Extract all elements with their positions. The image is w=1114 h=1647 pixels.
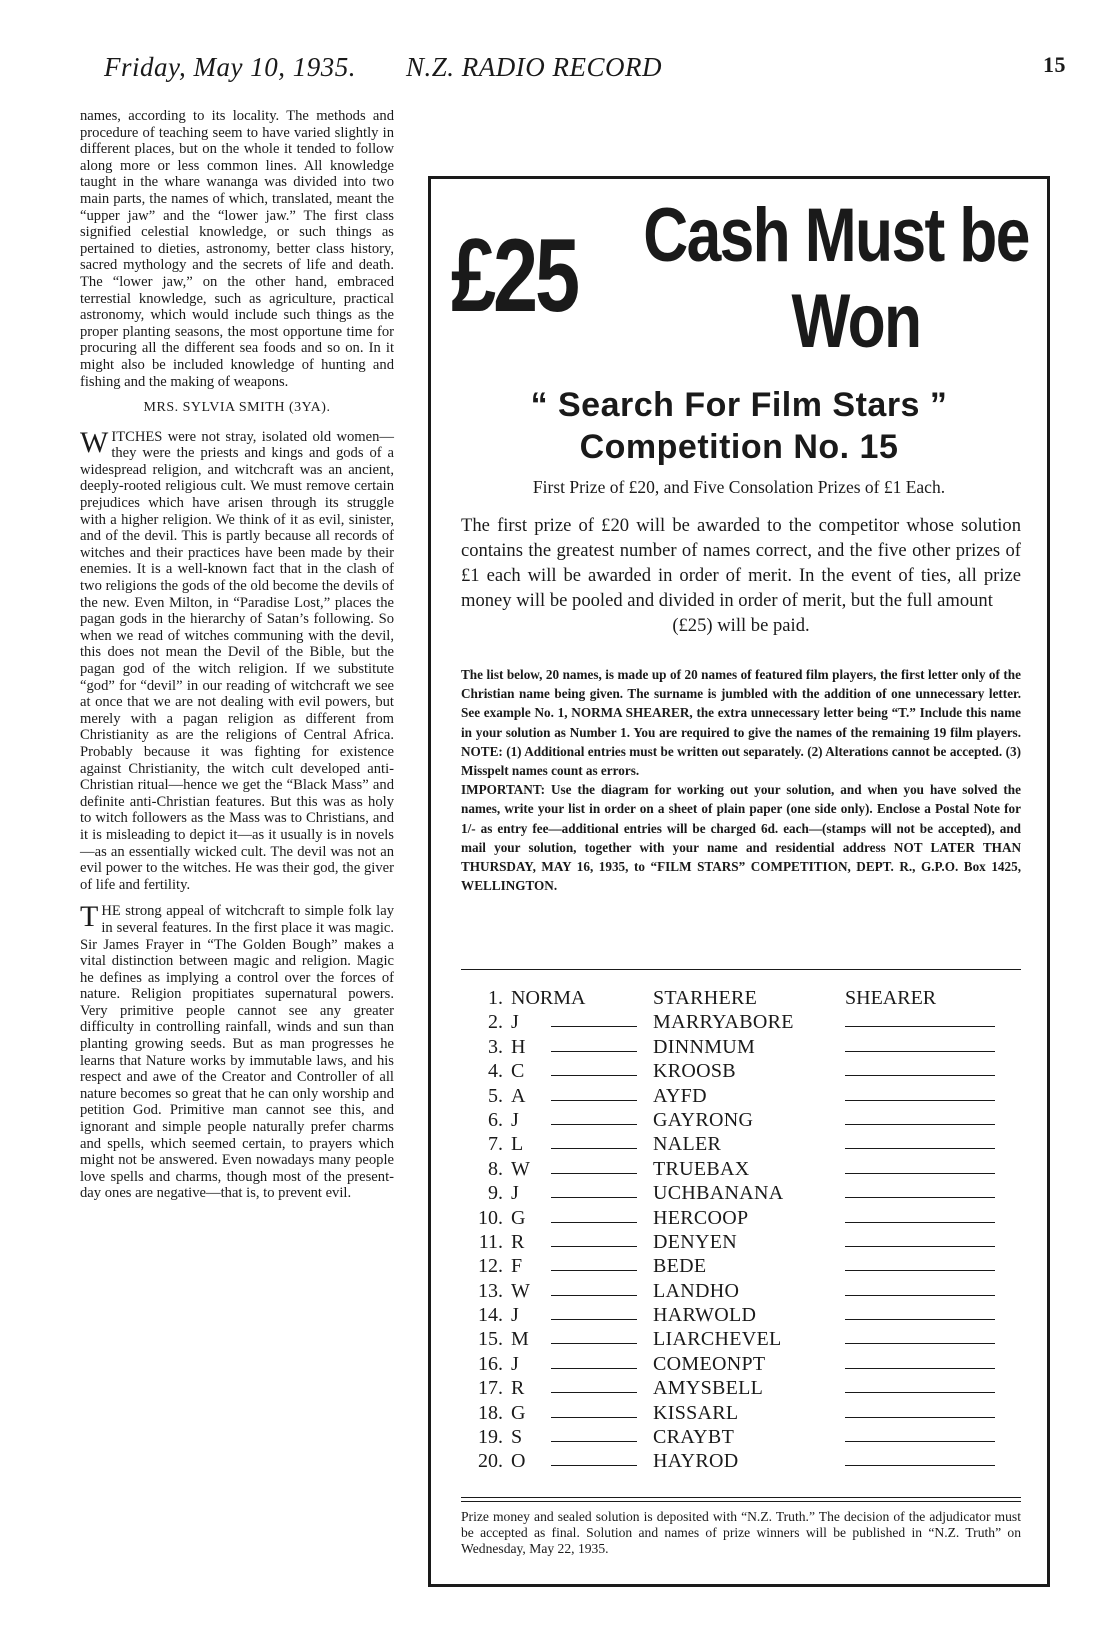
jumbled-surname: KROOSB	[653, 1060, 736, 1083]
jumbled-surname: HARWOLD	[653, 1304, 757, 1327]
first-name-initial: M	[511, 1328, 529, 1351]
jumbled-surname: NALER	[653, 1133, 722, 1156]
surname-blank	[845, 1295, 995, 1296]
list-number: 12.	[478, 1255, 503, 1278]
headline-line-2: Won	[791, 279, 921, 364]
jumbled-surname: DINNMUM	[653, 1035, 756, 1058]
page-header	[104, 52, 1066, 86]
surname-blank	[845, 1222, 995, 1223]
first-name-blank	[551, 1148, 637, 1149]
list-item	[467, 1280, 1027, 1304]
paragraph-2-text: ITCHES were not stray, isolated old women—they were the priests and kings and gods of a widespread religion, and witchcraft was an ancient, deeply-rooted religious cult. We must remove certain prejudices which have arisen through its struggle with a higher religion. We think of it as evil, sinister, and of the devil. This is partly because all records of witches and their practices have been made by their enemies. It is a well-known fact that in the clash of two religions the gods of the old become the devils of the new. Even Milton, in “Paradise Lost,” places the pagan gods in the hierarchy of Satan’s following. So when we read of witches communing with the devil, this does not mean the Devil of the Bible, but the pagan god of the witch religion. If we substitute “god” for “devil” in our reading of witchcraft we see at once that we are not dealing with evil powers, but merely with a pagan religion as different from Christianity as are the religions of Central Africa. Probably because it was fighting for existence against Christianity, the witch cult developed anti-Christian ritual—hence we get the “Black Mass” and definite anti-Christian features. But this was as holy to witch followers as the Mass was to Christians, and it is misleading to depict it—as it usually is in novels—as an essentially wicked cult. The devil was not an evil power to the witches. He was their god, the giver of life and fertility.	[80, 428, 394, 893]
list-number: 10.	[478, 1206, 503, 1229]
jumbled-surname: TRUEBAX	[653, 1157, 750, 1180]
first-name-initial: L	[511, 1133, 524, 1156]
surname-blank	[845, 1441, 995, 1442]
first-name-initial: R	[511, 1230, 525, 1253]
article-paragraph-1: names, according to its locality. The methods and procedure of teaching seem to have varied slightly in different places, but on the whole it tended to follow along more or less common lines. All knowledge taught in the whare wananga was divided into two main parts, the names of which, translated, meant the “upper jaw” and the “lower jaw.” The first class signified celestial knowledge, or such things as pertained to dieties, astronomy, better class history, sacred mythology and the secrets of life and death. The “lower jaw,” on the other hand, embraced terrestial knowledge, such as agriculture, practical astronomy, which would include such things as the proper planting seasons, the most opportune time for procuring all the different sea foods and so on. In it might also be included knowledge of hunting and fishing and the making of weapons.	[80, 108, 394, 390]
jumbled-surname: STARHERE	[653, 987, 758, 1009]
list-number: 2.	[488, 1011, 503, 1034]
paragraph-3-text: HE strong appeal of witchcraft to simple folk lay in several features. In the first place it was magic. Sir James Frayer in “The Golden Bough” makes a vital distinction between magic and religion. Magic he defines as implying a control over the forces of nature. Religion propitiates supernatural powers. Very primitive people cannot see any greater difficulty in controlling rainfall, winds and sun than planting growing seeds. But as man progresses he learns that Nature works by immutable laws, and his respect and awe of the Creator and Controller of all nature becomes so great that he can only worship and petition God. Primitive man cannot see this, and ignorant and simple people naturally prefer charms and spells, which seemed certain, to prayers which might not be answered. Even nowadays many people love spells and charms, though most of the present-day ones are negative—that is, to prevent evil.	[80, 903, 394, 1202]
article-paragraph-2	[80, 425, 394, 894]
first-name-blank	[551, 1100, 637, 1101]
competition-rules	[461, 665, 1021, 895]
list-item	[467, 1450, 1027, 1474]
first-name-initial: H	[511, 1035, 526, 1058]
prize-description	[461, 513, 1021, 638]
list-item	[467, 1060, 1027, 1084]
surname-blank	[845, 1319, 995, 1320]
footer-note: Prize money and sealed solution is deposited with “N.Z. Truth.” The decision of the adjudicator must be accepted as final. Solution and names of prize winners will be published in “N.Z. Truth” on Wednesday, May 22, 1935.	[461, 1509, 1021, 1556]
list-item	[467, 1109, 1027, 1133]
list-number: 17.	[478, 1377, 503, 1400]
competition-advertisement	[428, 176, 1050, 1587]
surname-blank	[845, 1417, 995, 1418]
first-name-initial: O	[511, 1450, 526, 1473]
first-name-initial: J	[511, 1011, 519, 1034]
jumbled-surname: KISSARL	[653, 1401, 739, 1424]
surname-blank	[845, 1368, 995, 1369]
first-name-blank	[551, 1075, 637, 1076]
list-number: 11.	[478, 1230, 503, 1253]
important-text: IMPORTANT: Use the diagram for working out your solution, and when you have solved the names, write your list in order on a sheet of plain paper (one side only). Enclose a Postal Note for 1/- as entry fee—additional entries will be charged 6d. each—(stamps will not be accepted), and mail your solution, together with your name and residential address NOT LATER THAN THURSDAY, MAY 16, 1935, to “FILM STARS” COMPETITION, DEPT. R., G.P.O. Box 1425, WELLINGTON.	[461, 782, 1021, 894]
first-name-blank	[551, 1368, 637, 1369]
list-item	[467, 1231, 1027, 1255]
list-item	[467, 1377, 1027, 1401]
list-number: 6.	[488, 1108, 503, 1131]
list-number: 15.	[478, 1328, 503, 1351]
list-item	[467, 1402, 1027, 1426]
list-item	[467, 1133, 1027, 1157]
list-item	[467, 1328, 1027, 1352]
headline-line-1: Cash Must be	[643, 193, 1029, 278]
first-name-blank	[551, 1392, 637, 1393]
list-item	[467, 1426, 1027, 1450]
prize-description-text: The first prize of £20 will be awarded to the competitor whose solution contains the greatest number of names correct, and the five other prizes of £1 each will be awarded in order of merit. In the event of ties, all prize money will be pooled and divided in order of merit, but the full amount	[461, 515, 1021, 611]
list-number: 14.	[478, 1304, 503, 1327]
first-name-initial: W	[511, 1157, 530, 1180]
list-item	[467, 1011, 1027, 1035]
list-number: 8.	[488, 1157, 503, 1180]
first-name-initial: J	[511, 1352, 519, 1375]
list-item	[467, 1182, 1027, 1206]
surname-blank	[845, 1246, 995, 1247]
surname-blank	[845, 1197, 995, 1198]
rules-text: The list below, 20 names, is made up of 20 names of featured film players, the first letter only of the Christian name being given. The surname is jumbled with the addition of one unnecessary letter. See example No. 1, NORMA SHEARER, the extra unnecessary letter being “T.” Include this name in your solution as Number 1. You are required to give the names of the remaining 19 film players. NOTE: (1) Additional entries must be written out separately. (2) Alterations cannot be accepted. (3) Misspelt names count as errors.	[461, 667, 1021, 779]
page-number: 15	[1043, 52, 1066, 77]
first-name-blank	[551, 1343, 637, 1344]
first-name-initial: G	[511, 1401, 526, 1424]
first-name-blank	[551, 1441, 637, 1442]
first-name-blank	[551, 1051, 637, 1052]
article-column	[80, 108, 394, 1212]
first-name-initial: F	[511, 1255, 523, 1278]
first-name-initial: W	[511, 1279, 530, 1302]
jumbled-surname: MARRYABORE	[653, 1011, 794, 1034]
surname-blank	[845, 1051, 995, 1052]
first-name-blank	[551, 1465, 637, 1466]
first-name-initial: A	[511, 1084, 526, 1107]
list-item	[467, 1353, 1027, 1377]
first-name-initial: NORMA	[511, 987, 586, 1009]
surname-blank	[845, 1148, 995, 1149]
surname-blank	[845, 1173, 995, 1174]
surname-blank	[845, 1124, 995, 1125]
publication-title: N.Z. RADIO RECORD	[406, 52, 662, 82]
first-name-blank	[551, 1222, 637, 1223]
surname-blank	[845, 1026, 995, 1027]
first-name-initial: J	[511, 1182, 519, 1205]
jumbled-surname: GAYRONG	[653, 1108, 754, 1131]
prize-description-end: (£25) will be paid.	[672, 615, 810, 636]
drop-cap: T	[80, 900, 99, 934]
jumbled-surname: AMYSBELL	[653, 1377, 764, 1400]
jumbled-surname: HAYROD	[653, 1450, 739, 1473]
first-name-initial: R	[511, 1377, 525, 1400]
list-number: 16.	[478, 1352, 503, 1375]
list-number: 20.	[478, 1450, 503, 1473]
names-list	[467, 987, 1027, 1475]
divider	[461, 969, 1021, 970]
issue-date: Friday, May 10, 1935.	[104, 52, 356, 82]
headline	[631, 193, 1041, 365]
list-item	[467, 1304, 1027, 1328]
list-number: 5.	[488, 1084, 503, 1107]
list-item	[467, 987, 1027, 1011]
surname-blank	[845, 1270, 995, 1271]
first-name-blank	[551, 1124, 637, 1125]
first-name-blank	[551, 1417, 637, 1418]
first-name-blank	[551, 1197, 637, 1198]
article-paragraph-3	[80, 900, 394, 1202]
list-number: 3.	[488, 1035, 503, 1058]
surname-blank	[845, 1343, 995, 1344]
divider	[461, 1501, 1021, 1502]
surname-answer: SHEARER	[845, 987, 937, 1009]
surname-blank	[845, 1100, 995, 1101]
divider	[461, 1497, 1021, 1498]
list-number: 4.	[488, 1060, 503, 1083]
list-number: 9.	[488, 1182, 503, 1205]
first-name-initial: J	[511, 1108, 519, 1131]
competition-title-line-1: “ Search For Film Stars ”	[530, 386, 948, 424]
first-name-blank	[551, 1026, 637, 1027]
first-name-initial: G	[511, 1206, 526, 1229]
first-name-blank	[551, 1246, 637, 1247]
prizes-line: First Prize of £20, and Five Consolation Prizes of £1 Each.	[532, 477, 946, 497]
competition-title-line-2: Competition No. 15	[579, 428, 899, 466]
list-item	[467, 1158, 1027, 1182]
list-item	[467, 1036, 1027, 1060]
first-name-blank	[551, 1270, 637, 1271]
jumbled-surname: DENYEN	[653, 1230, 738, 1253]
jumbled-surname: COMEONPT	[653, 1352, 766, 1375]
jumbled-surname: BEDE	[653, 1255, 707, 1278]
list-item	[467, 1207, 1027, 1231]
surname-blank	[845, 1392, 995, 1393]
surname-blank	[845, 1465, 995, 1466]
jumbled-surname: HERCOOP	[653, 1206, 749, 1229]
prize-amount: £25	[451, 218, 577, 334]
list-number: 19.	[478, 1426, 503, 1449]
list-number: 13.	[478, 1279, 503, 1302]
jumbled-surname: UCHBANANA	[653, 1182, 784, 1205]
list-number: 18.	[478, 1401, 503, 1424]
first-name-blank	[551, 1319, 637, 1320]
jumbled-surname: CRAYBT	[653, 1426, 735, 1449]
byline: MRS. SYLVIA SMITH (3YA).	[143, 400, 331, 416]
list-item	[467, 1085, 1027, 1109]
first-name-initial: S	[511, 1426, 523, 1449]
jumbled-surname: AYFD	[653, 1084, 707, 1107]
first-name-blank	[551, 1173, 637, 1174]
list-number: 1.	[488, 987, 503, 1009]
jumbled-surname: LANDHO	[653, 1279, 740, 1302]
list-number: 7.	[488, 1133, 503, 1156]
first-name-initial: J	[511, 1304, 519, 1327]
surname-blank	[845, 1075, 995, 1076]
first-name-initial: C	[511, 1060, 525, 1083]
drop-cap: W	[80, 425, 109, 459]
competition-title	[431, 384, 1047, 468]
first-name-blank	[551, 1295, 637, 1296]
list-item	[467, 1255, 1027, 1279]
jumbled-surname: LIARCHEVEL	[653, 1328, 782, 1351]
